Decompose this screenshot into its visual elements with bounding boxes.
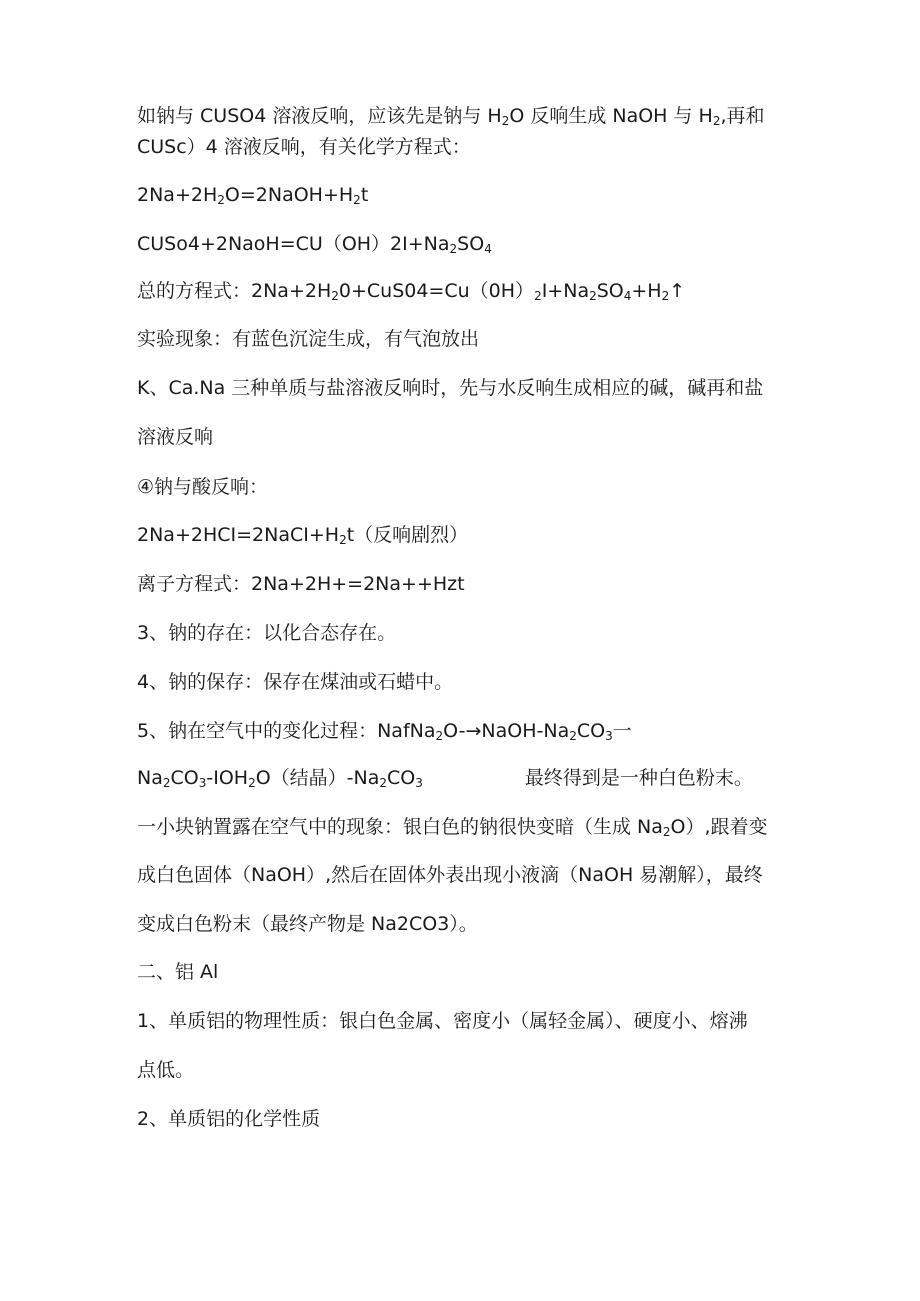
text-run: 4、钠的保存：保存在煤油或石蜡中。 <box>137 671 454 693</box>
subscript: 2 <box>661 289 670 303</box>
text-run: t（反响剧烈） <box>346 524 469 546</box>
text-line-l03 <box>137 183 368 207</box>
text-line-l19 <box>137 960 218 984</box>
text-line-l21 <box>137 1058 194 1082</box>
text-run: 5、钠在空气中的变化过程：NafNa <box>137 720 436 742</box>
text-line-l16 <box>137 815 768 839</box>
text-run: I+Na <box>541 280 590 302</box>
text-run: SO <box>596 280 624 302</box>
text-line-l02 <box>137 135 471 159</box>
text-run: CO <box>576 720 606 742</box>
text-line-l07 <box>137 376 763 400</box>
text-run: O（结晶）-Na <box>255 767 380 789</box>
subscript: 3 <box>415 776 423 790</box>
subscript: 2 <box>449 242 458 256</box>
text-run: 最终得到是一种白色粉末。 <box>524 767 753 789</box>
subscript: 2 <box>569 729 577 743</box>
text-run: CUSo4+2NaoH=CU（OH）2I+Na <box>137 233 450 255</box>
text-line-l01 <box>137 104 765 128</box>
subscript: 3 <box>198 776 207 790</box>
text-run: Na <box>137 767 163 789</box>
text-run: 一 <box>612 720 632 742</box>
subscript: 2 <box>353 193 361 207</box>
text-line-l20 <box>137 1009 748 1033</box>
subscript: 3 <box>605 729 613 743</box>
text-run: O=2NaOH+H <box>224 184 354 206</box>
text-run: 变成白色粉末（最终产物是 Na2CO3）。 <box>137 913 478 935</box>
text-line-l22 <box>137 1107 320 1131</box>
text-run: 2Na+2H <box>137 184 218 206</box>
text-line-l11 <box>137 572 465 596</box>
subscript: 2 <box>534 289 542 303</box>
text-line-l18 <box>137 912 478 936</box>
text-run: -IOH <box>206 767 249 789</box>
text-run: 点低。 <box>137 1059 195 1081</box>
subscript: 2 <box>339 533 347 547</box>
text-run: 3、钠的存在：以化合态存在。 <box>137 622 397 644</box>
subscript: 2 <box>662 825 671 839</box>
subscript: 4 <box>623 289 632 303</box>
text-run: O 反响生成 NaOH 与 H <box>509 105 713 127</box>
text-run: 2Na+2HCI=2NaCI+H <box>137 524 340 546</box>
text-run: 溶液反响 <box>137 426 214 448</box>
text-line-l12 <box>137 621 396 645</box>
text-run: 总的方程式：2Na+2H <box>137 280 332 302</box>
text-run: O-→NaOH-Na <box>443 720 570 742</box>
text-run: SO <box>457 233 485 255</box>
text-line-l13 <box>137 670 453 694</box>
text-line-l08 <box>137 425 213 449</box>
text-run: 一小块钠置露在空气中的现象：银白色的钠很快变暗（生成 Na <box>137 816 663 838</box>
text-line-l14 <box>137 719 632 743</box>
text-run: ,再和 <box>720 105 765 127</box>
text-run: 0+CuS04=Cu（0H） <box>338 280 535 302</box>
text-line-l15 <box>137 766 753 790</box>
text-line-l06 <box>137 327 479 351</box>
text-run: 二、铝 Al <box>137 961 219 983</box>
subscript: 4 <box>484 242 492 256</box>
subscript: 2 <box>162 776 171 790</box>
text-run: O）,跟着变 <box>670 816 768 838</box>
subscript: 2 <box>248 776 256 790</box>
text-run: 如钠与 CUSO4 溶液反响，应该先是钠与 H <box>137 105 502 127</box>
text-run: ④钠与酸反响： <box>137 476 269 498</box>
text-line-l09 <box>137 475 268 499</box>
text-line-l05 <box>137 279 685 303</box>
text-line-l17 <box>137 863 763 887</box>
text-line-l04 <box>137 232 492 256</box>
subscript: 2 <box>589 289 597 303</box>
text-run: ↑ <box>669 280 686 302</box>
text-run: +H <box>631 280 662 302</box>
text-run: K、Ca.Na 三种单质与盐溶液反响时，先与水反响生成相应的碱，碱再和盐 <box>137 377 764 399</box>
text-run: 成白色固体（NaOH）,然后在固体外表出现小液滴（NaOH 易潮解），最终 <box>137 864 763 886</box>
subscript: 2 <box>331 289 339 303</box>
text-run: 1、单质铝的物理性质：银白色金属、密度小（属轻金属）、硬度小、熔沸 <box>137 1010 748 1032</box>
text-run: CUSc）4 溶液反响，有关化学方程式： <box>137 136 471 158</box>
subscript: 2 <box>217 193 225 207</box>
text-run: CO <box>170 767 199 789</box>
text-run: 2、单质铝的化学性质 <box>137 1108 321 1130</box>
subscript: 2 <box>435 729 444 743</box>
text-run: t <box>360 184 369 206</box>
subscript: 2 <box>501 114 510 128</box>
text-run: 离子方程式：2Na+2H+=2Na++Hzt <box>137 573 465 595</box>
text-run: 实验现象：有蓝色沉淀生成，有气泡放出 <box>137 328 480 350</box>
text-line-l10 <box>137 523 468 547</box>
subscript: 2 <box>379 776 388 790</box>
text-run: CO <box>387 767 416 789</box>
subscript: 2 <box>712 114 721 128</box>
